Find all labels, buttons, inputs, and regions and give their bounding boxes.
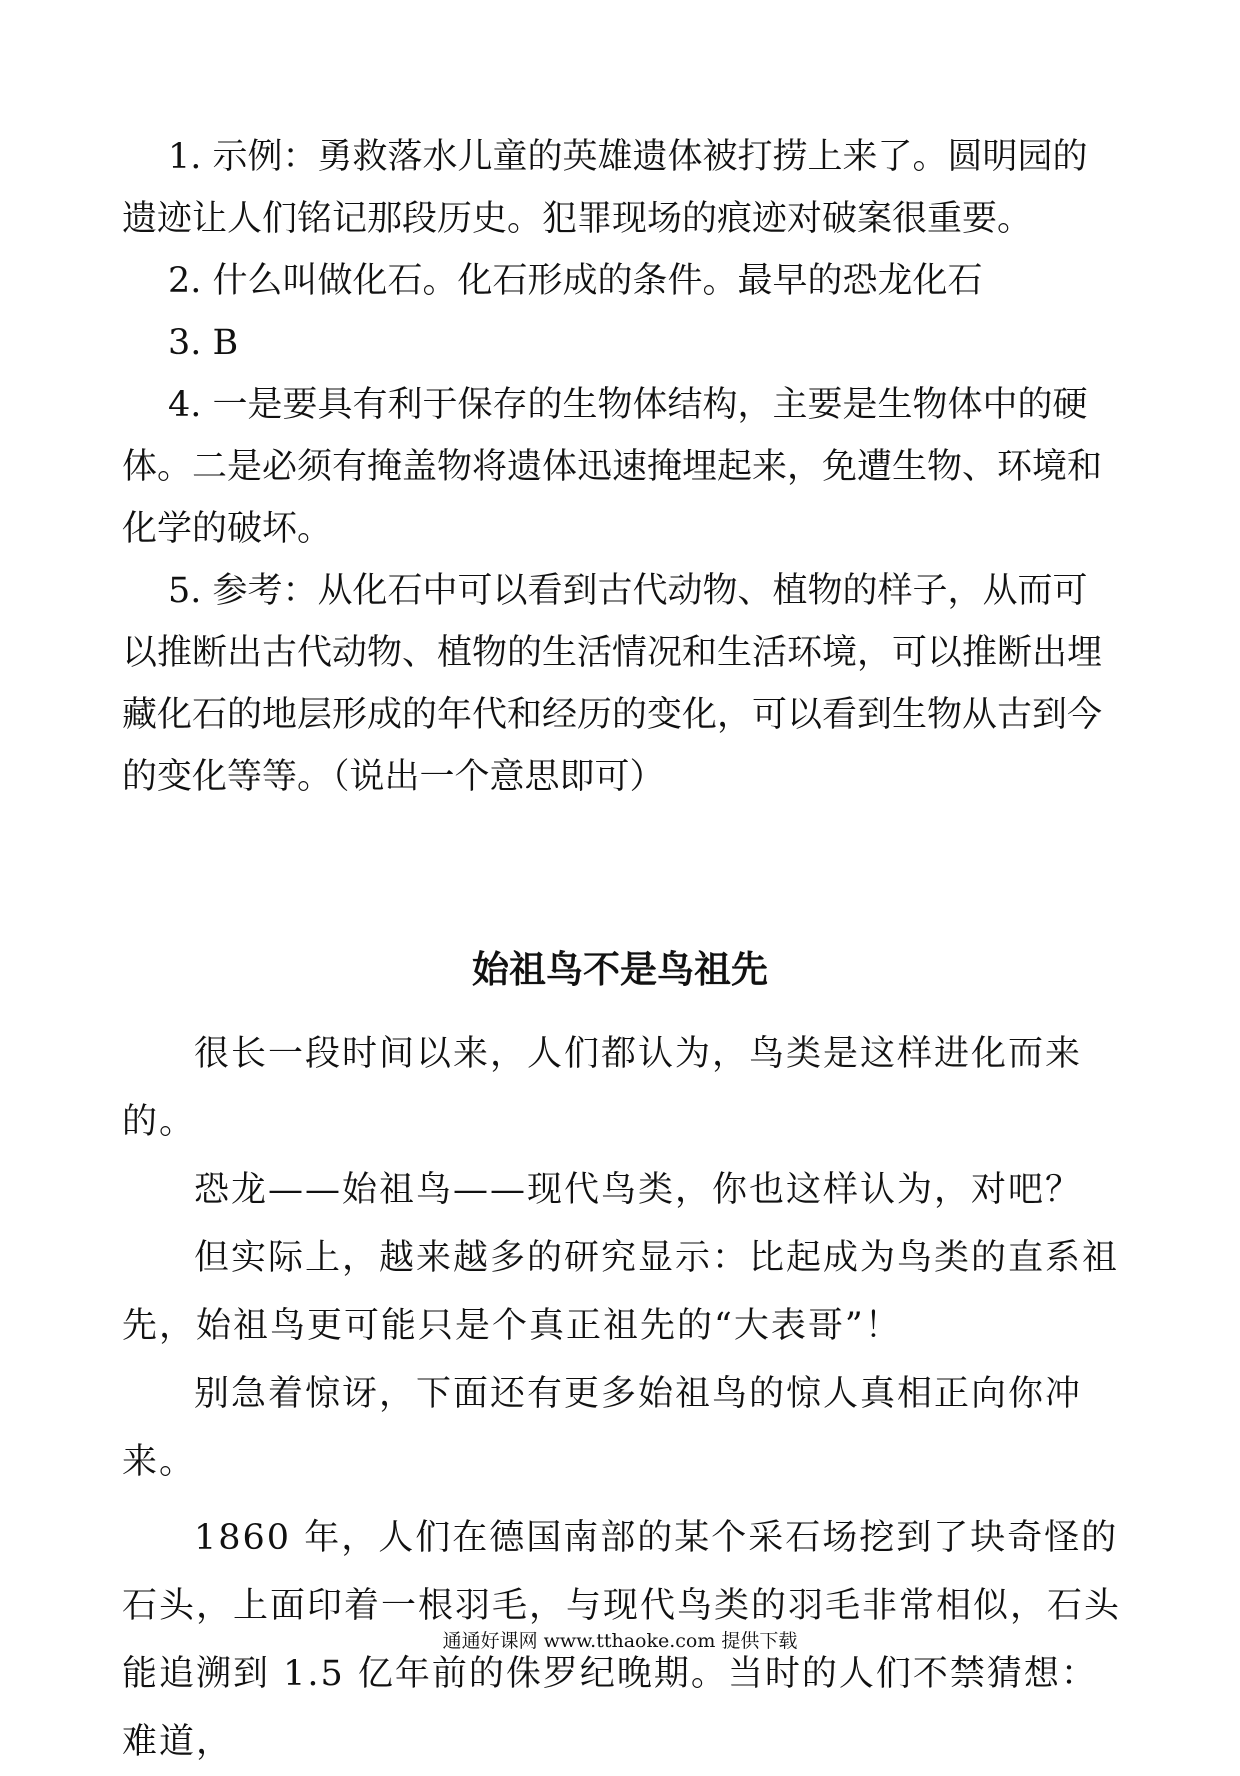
article-body — [122, 1020, 1122, 1776]
answer-3: 3. B — [168, 323, 239, 363]
answer-1: 1. 示例：勇救落水儿童的英雄遗体被打捞上来了。圆明园的遗迹让人们铭记那段历史。犯罪现场的痕迹对破案很重要。 — [122, 137, 1088, 239]
answer-4: 4. 一是要具有利于保存的生物体结构，主要是生物体中的硬体。二是必须有掩盖物将遗体迅速掩埋起来，免遭生物、环境和化学的破坏。 — [122, 385, 1103, 549]
article-paragraph: 别急着惊讶，下面还有更多始祖鸟的惊人真相正向你冲来。 — [122, 1374, 1083, 1482]
answer-2: 2. 什么叫做化石。化石形成的条件。最早的恐龙化石 — [168, 261, 983, 301]
article-paragraph: 很长一段时间以来，人们都认为，鸟类是这样进化而来的。 — [122, 1034, 1083, 1142]
article-paragraph: 恐龙——始祖鸟——现代鸟类，你也这样认为，对吧？ — [194, 1170, 1083, 1210]
answer-list — [122, 126, 1122, 808]
answer-5: 5. 参考：从化石中可以看到古代动物、植物的样子，从而可以推断出古代动物、植物的生活情况和生活环境，可以推断出埋藏化石的地层形成的年代和经历的变化，可以看到生物从古到今的变化等等。（说出一个意思即可） — [122, 571, 1103, 797]
page-footer: 通通好课网 www.tthaoke.com 提供下载 — [442, 1630, 798, 1652]
article-paragraph: 1860 年，人们在德国南部的某个采石场挖到了块奇怪的石头，上面印着一根羽毛，与现代鸟类的羽毛非常相似，石头能追溯到 1.5 亿年前的侏罗纪晚期。当时的人们不禁猜想：难道， — [122, 1518, 1122, 1762]
article-title: 始祖鸟不是鸟祖先 — [472, 948, 768, 991]
article-paragraph: 但实际上，越来越多的研究显示：比起成为鸟类的直系祖先，始祖鸟更可能只是个真正祖先的“大表哥”！ — [122, 1238, 1120, 1346]
